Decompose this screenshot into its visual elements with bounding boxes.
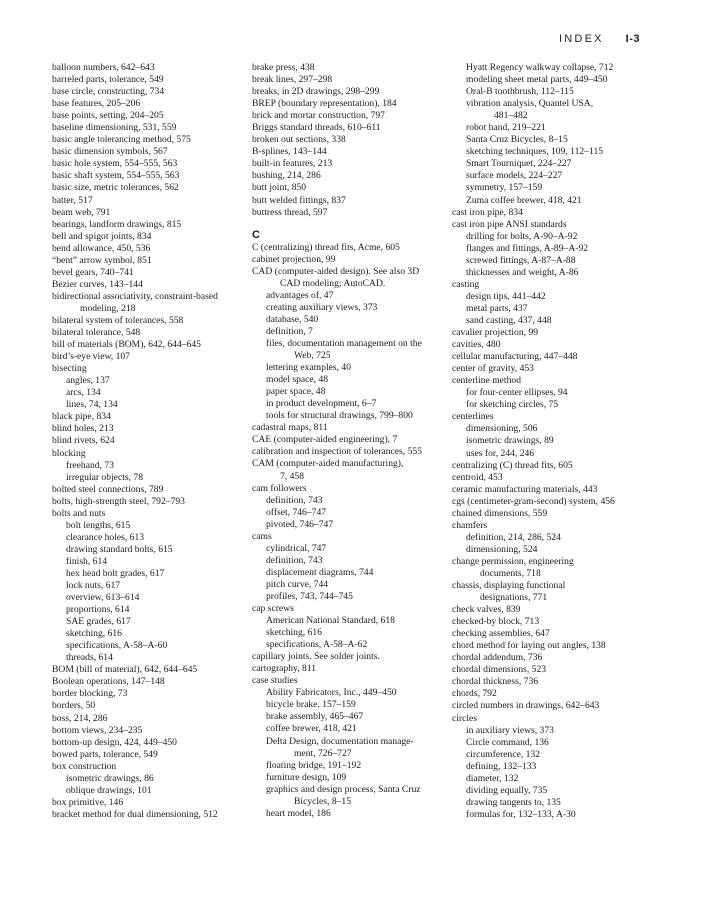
index-subentry: graphics and design process, Santa Cruz [266,783,421,795]
index-subentry: profiles, 743, 744–745 [266,590,353,602]
index-entry: cartography, 811 [252,663,317,675]
index-entry: butt joint, 850 [252,182,307,194]
index-subentry: metal parts, 437 [466,302,528,314]
index-subentry: angles, 137 [66,375,110,387]
index-subentry: Circle command, 136 [466,736,549,748]
index-subentry: isometric drawings, 86 [66,772,154,784]
index-entry: circles [452,712,478,724]
index-entry: blind rivets, 624 [52,435,115,447]
index-subentry: formulas for, 132–133, A-30 [466,808,576,820]
index-entry: bevel gears, 740–741 [52,266,134,278]
index-subentry: symmetry, 157–159 [466,182,543,194]
index-subentry: floating bridge, 191–192 [266,759,362,771]
index-entry: chordal dimensions, 523 [452,664,547,676]
index-subentry: defining, 132–133 [466,760,537,772]
index-subentry: designations, 771 [480,592,548,604]
index-subentry: Zuma coffee brewer, 418, 421 [466,194,582,206]
index-entry: BOM (bill of material), 642, 644–645 [52,664,198,676]
index-entry: circled numbers in drawings, 642–643 [452,700,600,712]
index-subentry: threads, 614 [66,652,113,664]
index-entry: blocking [52,447,86,459]
index-subentry: diameter, 132 [466,772,519,784]
index-subentry: modeling sheet metal parts, 449–450 [466,74,608,86]
index-entry: bushing, 214, 286 [252,170,321,182]
index-entry: bracket method for dual dimensioning, 512 [52,808,218,820]
index-entry: ceramic manufacturing materials, 443 [452,483,598,495]
index-entry: barreled parts, tolerance, 549 [52,74,164,86]
index-subentry: for sketching circles, 75 [466,399,559,411]
index-entry: chamfers [452,519,488,531]
index-subentry: heart model, 186 [266,807,331,819]
index-subentry: Oral-B toothbrush, 112–115 [466,86,574,98]
index-subentry: flanges and fittings, A-89–A-92 [466,242,589,254]
index-subentry: sand casting, 437, 448 [466,314,552,326]
index-subentry: offset, 746–747 [266,506,327,518]
index-entry: blind holes, 213 [52,423,114,435]
index-subentry: robot hand, 219–221 [466,122,546,134]
index-entry: change permission, engineering [452,555,574,567]
index-subentry: lettering examples, 40 [266,362,351,374]
index-subentry: dividing equally, 735 [466,784,548,796]
index-entry: cadastral maps, 811 [252,422,328,434]
index-subentry: for four-center ellipses, 94 [466,387,568,399]
index-column-1 [52,62,248,821]
index-subentry: Smart Tourniquet, 224–227 [466,158,572,170]
index-subentry: Delta Design, documentation manage- [266,735,414,747]
index-column-2 [252,62,452,820]
index-entry: center of gravity, 453 [452,363,534,375]
index-entry: beam web, 791 [52,206,111,218]
index-entry: buttress thread, 597 [252,206,328,218]
index-entry: centralizing (C) thread fits, 605 [452,459,573,471]
header-label: INDEX [559,33,604,45]
index-subentry: database, 540 [266,313,319,325]
index-entry: CAD (computer-aided design). See also 3D [252,265,420,277]
index-entry: Briggs standard threads, 610–611 [252,122,381,134]
index-entry: basic dimension symbols, 567 [52,146,168,158]
index-subentry: irregular objects, 78 [66,471,143,483]
index-subentry: cylindrical, 747 [266,542,327,554]
index-subentry: tools for structural drawings, 799–800 [266,410,413,422]
index-subentry: Ability Fabricators, Inc., 449–450 [266,687,397,699]
index-column-3 [452,62,652,821]
index-entry: check valves, 839 [452,604,521,616]
index-entry: Boolean operations, 147–148 [52,676,165,688]
index-entry: box primitive, 146 [52,796,124,808]
index-subentry: sketching techniques, 109, 112–115 [466,146,604,158]
index-entry: bowed parts, tolerance, 549 [52,748,158,760]
index-entry: calibration and inspection of tolerances, 555 [252,446,422,458]
index-entry: cam followers [252,482,307,494]
index-entry: bisecting [52,363,87,375]
index-subentry: pitch curve, 744 [266,578,329,590]
index-entry: centerline method [452,375,521,387]
index-entry: case studies [252,675,298,687]
index-subentry: drawing standard bolts, 615 [66,543,173,555]
index-subentry: dimensioning, 524 [466,543,538,555]
running-head [559,33,640,45]
index-entry: bill of materials (BOM), 642, 644–645 [52,339,201,351]
index-entry: butt welded fittings, 837 [252,194,346,206]
index-subentry: 7, 458 [280,470,304,482]
index-entry: checking assemblies, 647 [452,628,550,640]
index-subentry: advantages of, 47 [266,289,334,301]
index-section-letter: C [252,228,260,241]
index-subentry: freehand, 73 [66,459,114,471]
index-subentry: proportions, 614 [66,604,130,616]
index-entry: brick and mortar construction, 797 [252,110,385,122]
index-subentry: drilling for bolts, A-90–A-92 [466,230,578,242]
index-entry: Bezier curves, 143–144 [52,278,143,290]
index-subentry: drawing tangents to, 135 [466,796,561,808]
index-entry: cellular manufacturing, 447–448 [452,351,578,363]
index-entry: chordal thickness, 736 [452,676,539,688]
index-subentry: clearance holes, 613 [66,531,145,543]
page-number: I-3 [625,33,640,45]
index-subentry: isometric drawings, 89 [466,435,554,447]
index-entry: cabinet projection, 99 [252,253,336,265]
index-subentry: in auxiliary views, 373 [466,724,554,736]
index-subentry: definition, 743 [266,494,323,506]
index-entry: CAM (computer-aided manufacturing), [252,458,404,470]
index-subentry: Hyatt Regency walkway collapse, 712 [466,62,614,73]
index-entry: border blocking, 73 [52,688,128,700]
index-entry: bird’s-eye view, 107 [52,351,130,363]
index-subentry: bicycle brake, 157–159 [266,699,356,711]
index-subentry: definition, 214, 286, 524 [466,531,561,543]
index-entry: BREP (boundary representation), 184 [252,98,397,110]
index-entry: boss, 214, 286 [52,712,108,724]
index-subentry: displacement diagrams, 744 [266,566,374,578]
index-entry: base circle, constructing, 734 [52,86,165,98]
index-entry: cams [252,530,272,542]
index-entry: bottom-up design, 424, 449–450 [52,736,177,748]
index-entry: black pipe, 834 [52,411,111,423]
index-subentry: paper space, 48 [266,386,326,398]
index-entry: C (centralizing) thread fits, Acme, 605 [252,241,400,253]
index-entry: B-splines, 143–144 [252,146,327,158]
index-subentry: surface models, 224–227 [466,170,563,182]
index-entry: basic hole system, 554–555, 563 [52,158,178,170]
index-entry: cast iron pipe, 834 [452,206,523,218]
index-entry: borders, 50 [52,700,96,712]
index-subentry: definition, 7 [266,325,313,337]
index-entry: chordal addendum, 736 [452,652,543,664]
index-entry: break lines, 297–298 [252,74,333,86]
index-subentry: dimensioning, 506 [466,423,538,435]
index-subentry: SAE grades, 617 [66,616,131,628]
index-subentry: oblique drawings, 101 [66,784,152,796]
index-entry: bend allowance, 450, 536 [52,242,151,254]
index-entry: casting [452,278,480,290]
index-entry: bell and spigot joints, 834 [52,230,152,242]
index-entry: CAE (computer-aided engineering), 7 [252,434,398,446]
index-entry: bidirectional associativity, constraint-based [52,290,218,302]
index-entry: capillary joints. See solder joints. [252,651,380,663]
index-subentry: American National Standard, 618 [266,615,395,627]
index-entry: “bent” arrow symbol, 851 [52,254,152,266]
index-subentry: hex head bolt grades, 617 [66,567,165,579]
index-subentry: specifications, A-58–A-62 [266,639,368,651]
index-entry: bolted steel connections, 789 [52,483,164,495]
index-entry: cap screws [252,603,294,615]
index-subentry: overview, 613–614 [66,592,140,604]
index-subentry: brake assembly, 465–467 [266,711,364,723]
index-entry: cgs (centimeter-gram-second) system, 456 [452,495,615,507]
index-subentry: uses for, 244, 246 [466,447,535,459]
index-entry: bilateral tolerance, 548 [52,327,141,339]
index-subentry: CAD modeling; AutoCAD. [280,277,386,289]
index-entry: base features, 205–206 [52,98,141,110]
index-subentry: bolt lengths, 615 [66,519,131,531]
index-entry: breaks, in 2D drawings, 298–299 [252,86,380,98]
index-subentry: thicknesses and weight, A-86 [466,266,579,278]
index-entry: bilateral system of tolerances, 558 [52,314,184,326]
index-subentry: documents, 718 [480,567,541,579]
index-subentry: definition, 743 [266,554,323,566]
index-entry: basic size, metric tolerances, 562 [52,182,179,194]
index-entry: box construction [52,760,117,772]
index-entry: checked-by block, 713 [452,616,540,628]
index-subentry: in product development, 6–7 [266,398,377,410]
index-entry: balloon numbers, 642–643 [52,62,155,73]
index-subentry: finish, 614 [66,555,108,567]
index-entry: chord method for laying out angles, 138 [452,640,606,652]
index-entry: base points, setting, 204–205 [52,110,164,122]
index-subentry: ment, 726–727 [294,747,352,759]
index-subentry: pivoted, 746–747 [266,518,334,530]
index-entry: baseline dimensioning, 531, 559 [52,122,177,134]
index-subentry: sketching, 616 [266,627,322,639]
index-subentry: Santa Cruz Bicycles, 8–15 [466,134,568,146]
index-subentry: model space, 48 [266,374,329,386]
index-entry: chassis, displaying functional [452,580,566,592]
index-subentry: vibration analysis, Quantel USA, [466,98,594,110]
index-entry: bolts, high-strength steel, 792–793 [52,495,185,507]
index-entry: bottom views, 234–235 [52,724,143,736]
index-subentry: lock nuts, 617 [66,580,121,592]
index-subentry: lines, 74, 134 [66,399,118,411]
index-entry: broken out sections, 338 [252,134,346,146]
index-entry: brake press, 438 [252,62,315,73]
index-entry: centerlines [452,411,494,423]
index-entry: centroid, 453 [452,471,503,483]
index-subentry: design tips, 441–442 [466,290,546,302]
index-subentry: sketching, 616 [66,628,122,640]
index-subentry: 481–482 [494,110,528,122]
index-entry: chords, 792 [452,688,497,700]
index-subentry: coffee brewer, 418, 421 [266,723,357,735]
index-subentry: specifications, A-58–A-60 [66,640,168,652]
index-entry: built-in features, 213 [252,158,333,170]
index-subentry: circumference, 132 [466,748,541,760]
index-subentry: files, documentation management on the [266,337,422,349]
index-entry: basic shaft system, 554–555, 563 [52,170,180,182]
index-entry: chained dimensions, 559 [452,507,548,519]
index-entry: bearings, landform drawings, 815 [52,218,182,230]
index-subentry: furniture design, 109 [266,771,347,783]
index-subentry: creating auxiliary views, 373 [266,301,378,313]
index-entry: cavalier projection, 99 [452,327,539,339]
index-subentry: screwed fittings, A-87–A-88 [466,254,576,266]
index-subentry: arcs, 134 [66,387,101,399]
index-entry: cavities, 480 [452,339,501,351]
index-subentry: modeling, 218 [80,302,136,314]
index-entry: bolts and nuts [52,507,106,519]
index-entry: cast iron pipe ANSI standards [452,218,567,230]
index-entry: basic angle tolerancing method, 575 [52,134,191,146]
index-entry: batter, 517 [52,194,93,206]
index-subentry: Web, 725 [294,350,331,362]
index-subentry: Bicycles, 8–15 [294,795,352,807]
